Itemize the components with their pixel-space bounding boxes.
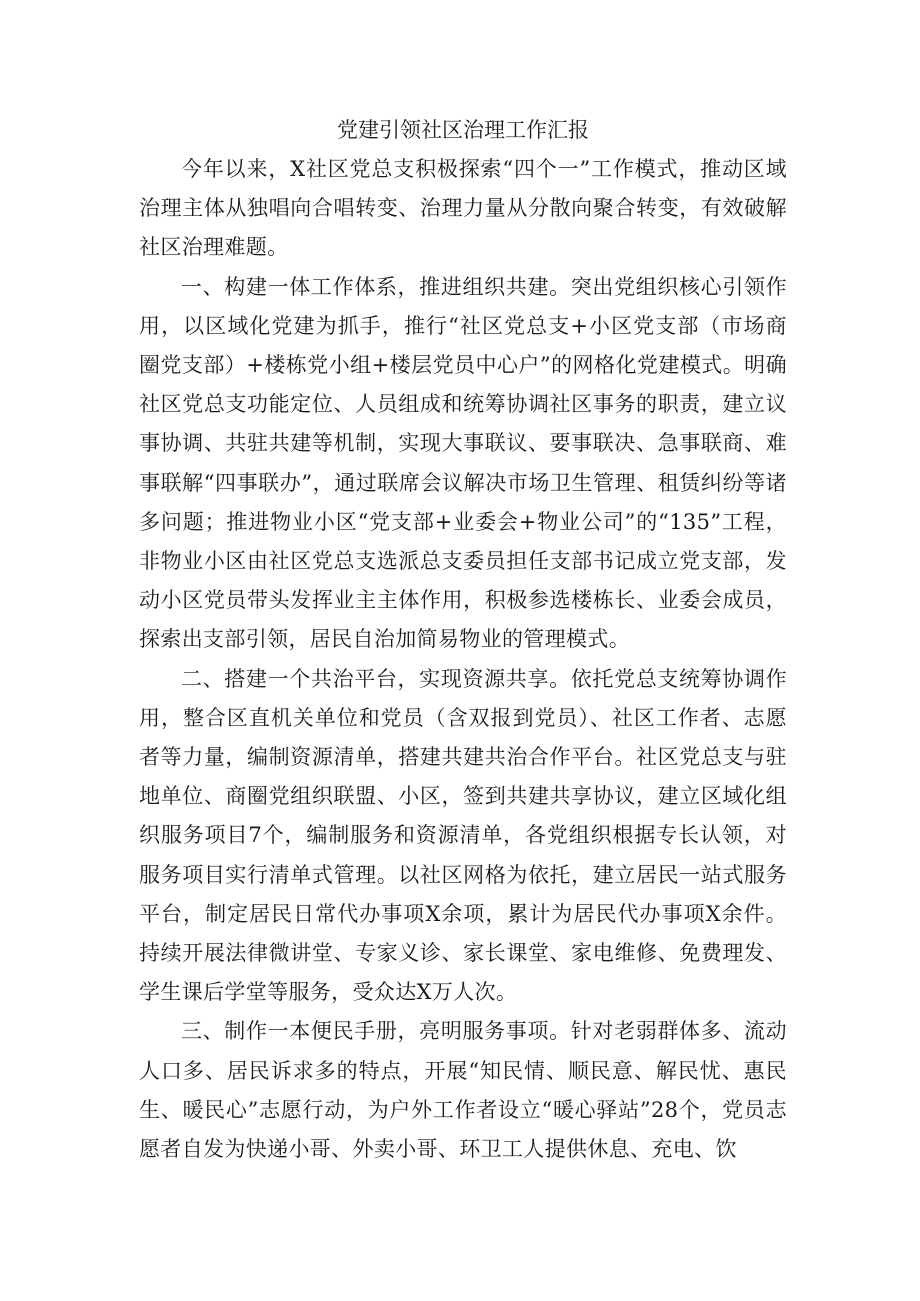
- intro-paragraph: 今年以来，X社区党总支积极探索“四个一”工作模式，推动区域治理主体从独唱向合唱转变、治理力量从分散向聚合转变，有效破解社区治理难题。: [139, 157, 787, 260]
- section-three-paragraph: 三、制作一本便民手册，亮明服务事项。针对老弱群体多、流动人口多、居民诉求多的特点，开展“知民情、顺民意、解民忧、惠民生、暖民心”志愿行动，为户外工作者设立“暖心驿站”28个，党员志愿者自发为快递小哥、外卖小哥、环卫工人提供休息、充电、饮: [139, 1019, 787, 1162]
- document-body: [139, 112, 787, 1169]
- section-two-paragraph: 二、搭建一个共治平台，实现资源共享。依托党总支统筹协调作用，整合区直机关单位和党员（含双报到党员）、社区工作者、志愿者等力量，编制资源清单，搭建共建共治合作平台。社区党总支与驻地单位、商圈党组织联盟、小区，签到共建共享协议，建立区域化组织服务项目7个，编制服务和资源清单，各党组织根据专长认领，对服务项目实行清单式管理。以社区网格为依托，建立居民一站式服务平台，制定居民日常代办事项X余项，累计为居民代办事项X余件。持续开展法律微讲堂、专家义诊、家长课堂、家电维修、免费理发、学生课后学堂等服务，受众达X万人次。: [139, 666, 787, 1005]
- document-title: 党建引领社区治理工作汇报: [337, 118, 589, 142]
- section-one-paragraph: 一、构建一体工作体系，推进组织共建。突出党组织核心引领作用，以区域化党建为抓手，推行“社区党总支+小区党支部（市场商圈党支部）+楼栋党小组+楼层党员中心户”的网格化党建模式。明确社区党总支功能定位、人员组成和统筹协调社区事务的职责，建立议事协调、共驻共建等机制，实现大事联议、要事联决、急事联商、难事联解“四事联办”，通过联席会议解决市场卫生管理、租赁纠纷等诸多问题；推进物业小区“党支部+业委会+物业公司”的“135”工程，非物业小区由社区党总支选派总支委员担任支部书记成立党支部，发动小区党员带头发挥业主主体作用，积极参选楼栋长、业委会成员，探索出支部引领，居民自治加简易物业的管理模式。: [139, 274, 787, 652]
